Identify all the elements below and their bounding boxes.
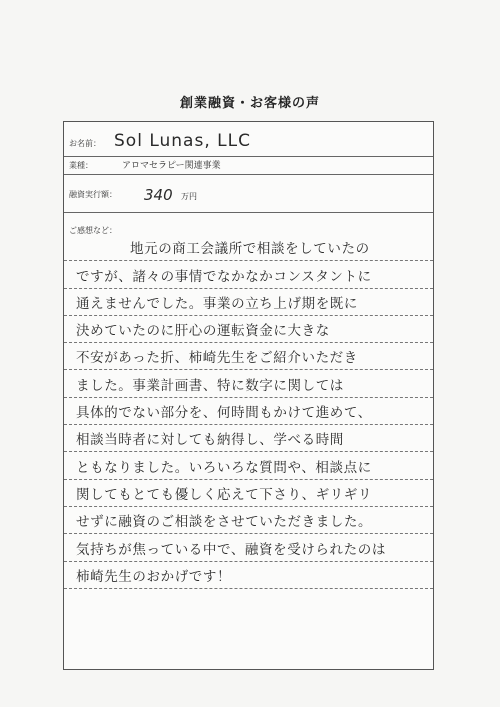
page-title: 創業融資・お客様の声 <box>179 96 320 111</box>
impression-line-text: 通えませんでした。事業の立ち上げ期を既に <box>76 295 358 312</box>
industry-row <box>64 156 433 175</box>
industry-label: 業種： <box>69 161 93 170</box>
impression-line <box>64 316 433 343</box>
impression-line-text: せずに融資のご相談をさせていただきました。 <box>76 514 373 531</box>
impression-line <box>64 534 433 561</box>
amount-row <box>64 174 433 213</box>
impression-line <box>64 371 433 398</box>
impression-line <box>64 398 433 425</box>
impression-line <box>64 452 433 479</box>
impression-line-text: ました。事業計画書、特に数字に関しては <box>76 377 344 394</box>
name-value: Sol Lunas, LLC <box>114 131 251 151</box>
impression-line <box>64 289 433 316</box>
amount-label: 融資実行額： <box>69 190 117 199</box>
impression-line <box>64 480 433 507</box>
impression-line <box>64 343 433 370</box>
impression-line-text: 柿崎先生のおかげです！ <box>76 568 232 585</box>
testimonial-form <box>63 121 434 670</box>
amount-value: 340 <box>144 186 173 204</box>
impression-line <box>64 261 433 288</box>
impression-line-text: 地元の商工会議所で相談をしていたの <box>130 241 370 258</box>
industry-value: アロマセラピー関連事業 <box>122 161 221 171</box>
impression-line-text: 不安があった折、柿崎先生をご紹介いただき <box>76 350 358 367</box>
impression-line-text: ともなりました。いろいろな質問や、相談点に <box>76 459 372 476</box>
impression-line-text: 具体的でない部分を、何時間もかけて進めて、 <box>76 405 372 422</box>
name-row <box>64 122 433 157</box>
impression-line-text: 決めていたのに肝心の運転資金に大きな <box>76 323 330 340</box>
name-label: お名前： <box>69 139 101 148</box>
impression-line-text: 相談当時者に対しても納得し、学べる時間 <box>76 432 344 449</box>
impression-line <box>64 562 433 589</box>
impression-line <box>64 425 433 452</box>
impression-line <box>64 507 433 534</box>
impression-line-text: 関してもとても優しく応えて下さり、ギリギリ <box>76 486 373 503</box>
impression-line <box>64 234 433 261</box>
impressions-label: ご感想など： <box>69 226 117 235</box>
impression-line-text: ですが、諸々の事情でなかなかコンスタントに <box>76 268 372 285</box>
impression-line-text: 気持ちが焦っている中で、融資を受けられたのは <box>76 541 386 558</box>
amount-unit: 万円 <box>181 192 197 201</box>
